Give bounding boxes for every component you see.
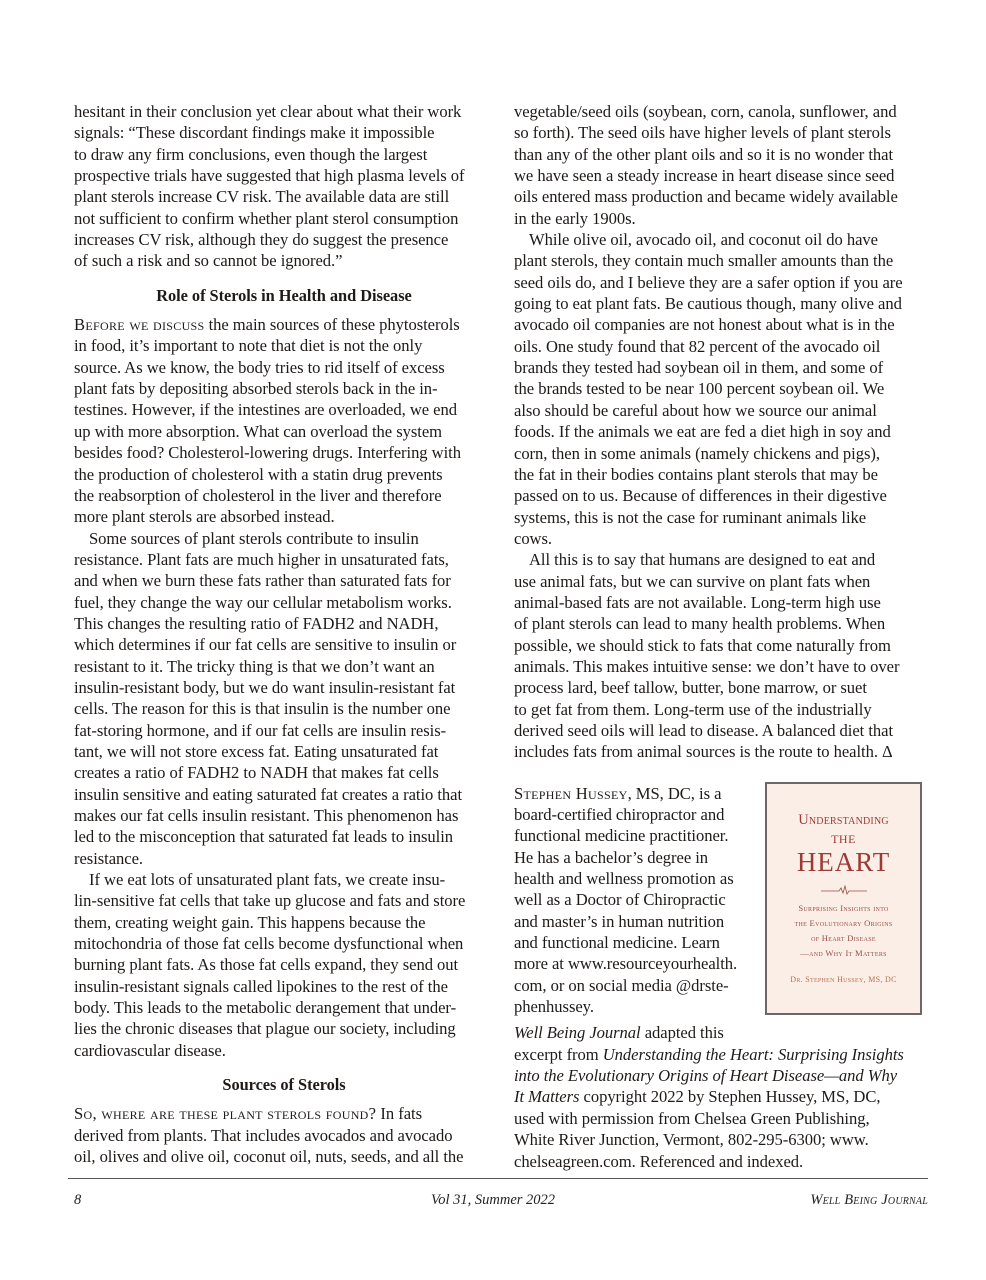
section-2-paragraph [74, 1103, 494, 1167]
text-line: board-certified chiropractor and [514, 805, 725, 824]
text-line [514, 1044, 934, 1065]
text-line: and master’s in human nutrition [514, 911, 725, 931]
text-line: insulin-resistant body, but we do want insulin-resistant fat [74, 677, 456, 697]
text-line: signals: “These discordant findings make it impossible [74, 123, 435, 143]
text-line: tant, we will not store excess fat. Eating unsaturated fat [74, 741, 439, 761]
text-line: and when we burn these fats rather than saturated fats for [74, 571, 451, 591]
text-line: White River Junction, Vermont, 802-295-6300; www. [514, 1130, 869, 1150]
text-line: of such a risk and so cannot be ignored.” [74, 251, 343, 271]
text-line: up with more absorption. What can overload the system [74, 421, 443, 441]
paragraph-insulin-resistance [74, 528, 494, 870]
text-fragment: adapted this [640, 1023, 724, 1043]
text-line: animals. This makes intuitive sense: we don’t have to over [514, 656, 900, 676]
text-line: derived seed oils will lead to disease. A balanced diet that [514, 720, 894, 740]
section-heading-role-of-sterols: Role of Sterols in Health and Disease [156, 285, 412, 305]
text-line: phenhussey. [514, 997, 594, 1017]
text-fragment: the main sources of these phytosterols [204, 315, 460, 335]
text-line: includes fats from animal sources is the route to health. Δ [514, 742, 893, 762]
text-line: cells. The reason for this is that insulin is the number one [74, 699, 451, 719]
subtitle-line: Surprising Insights into [798, 903, 889, 913]
text-fragment: In fats [376, 1104, 422, 1124]
text-line: used with permission from Chelsea Green Publishing, [514, 1108, 870, 1128]
text-line: com, or on social media @drste- [514, 975, 729, 995]
paragraph-olive-avocado [514, 229, 934, 549]
paragraph-conclusion [514, 549, 934, 762]
text-line: and functional medicine. Learn [514, 933, 720, 953]
text-line: passed on to us. Because of differences in their digestive [514, 486, 887, 506]
text-line [514, 1022, 934, 1043]
book-author: Dr. Stephen Hussey, MS, DC [790, 975, 897, 984]
text-line: resistance. [74, 848, 144, 868]
text-line: mitochondria of those fat cells become dysfunctional when [74, 934, 464, 954]
book-title-italic: It Matters [514, 1087, 580, 1107]
text-line: systems, this is not the case for ruminant animals like [514, 507, 867, 527]
text-line: All this is to say that humans are designed to eat and [529, 550, 876, 570]
text-line: lies the chronic diseases that plague our society, including [74, 1019, 456, 1039]
text-line: insulin-resistant signals called lipokines to the rest of the [74, 976, 448, 996]
text-line: process lard, beef tallow, butter, bone marrow, or suet [514, 678, 867, 698]
text-line: While olive oil, avocado oil, and coconut oil do have [529, 230, 878, 250]
book-cover-image [765, 782, 922, 1015]
page-number: 8 [74, 1192, 82, 1208]
text-line: creates a ratio of FADH2 to NADH that makes fat cells [74, 763, 439, 783]
text-line: in the early 1900s. [514, 208, 636, 228]
left-column [74, 101, 494, 1168]
text-line: corn, then in some animals (namely chickens and pigs), [514, 443, 880, 463]
reprint-credit [514, 1022, 934, 1171]
text-line: hesitant in their conclusion yet clear about what their work [74, 102, 462, 121]
lead-in-smallcaps: Before we discuss [74, 315, 205, 335]
text-line: health and wellness promotion as [514, 869, 734, 889]
text-line: led to the misconception that saturated fat leads to insulin [74, 827, 454, 847]
book-title-italic: Understanding the Heart: Surprising Insights [602, 1044, 904, 1064]
footer-divider [68, 1178, 928, 1179]
book-title-line-3: HEART [796, 847, 891, 877]
text-line: cows. [514, 528, 553, 548]
text-line: oils entered mass production and became widely available [514, 187, 898, 207]
text-line: seed oils do, and I believe they are a safer option if you are [514, 272, 903, 292]
subtitle-line: —and Why It Matters [800, 948, 887, 958]
text-line: oil, olives and olive oil, coconut oil, nuts, seeds, and all the [74, 1147, 464, 1167]
text-line: burning plant fats. As those fat cells expand, they send out [74, 955, 459, 975]
book-title-line-1: Understanding [798, 812, 889, 828]
paragraph-unsaturated-fats [74, 869, 494, 1061]
text-line: chelseagreen.com. Referenced and indexed. [514, 1151, 804, 1171]
text-line: insulin sensitive and eating saturated fat creates a ratio that [74, 784, 463, 804]
text-line: vegetable/seed oils (soybean, corn, canola, sunflower, and [514, 102, 897, 121]
text-line: them, creating weight gain. This happens because the [74, 912, 426, 932]
text-line: lin-sensitive fat cells that take up glucose and fats and store [74, 891, 466, 911]
subtitle-line: of Heart Disease [811, 933, 876, 943]
publication-name: Well Being Journal [810, 1192, 928, 1208]
text-line: not sufficient to confirm whether plant sterol consumption [74, 208, 459, 228]
intro-paragraph [74, 101, 494, 272]
paragraph-seed-oils [514, 101, 934, 229]
text-line: in food, it’s important to note that diet is not the only [74, 336, 423, 356]
text-line: the fat in their bodies contains plant sterols that may be [514, 464, 878, 484]
text-line: testines. However, if the intestines are overloaded, we end [74, 400, 457, 420]
text-line: body. This leads to the metabolic derangement that under- [74, 998, 457, 1018]
text-line: foods. If the animals we eat are fed a diet high in soy and [514, 422, 891, 442]
text-line: He has a bachelor’s degree in [514, 847, 709, 867]
text-line: into the Evolutionary Origins of Heart Disease—and Why [514, 1066, 898, 1086]
text-line: This changes the resulting ratio of FADH2 and NADH, [74, 613, 439, 633]
author-name-smallcaps: Stephen Hussey [514, 783, 628, 803]
journal-title-italic: Well Being Journal [514, 1023, 641, 1043]
text-line: derived from plants. That includes avocados and avocado [74, 1125, 453, 1145]
book-title-line-2: THE [831, 832, 856, 846]
text-line: possible, we should stick to fats that come naturally from [514, 635, 891, 655]
text-line: fat-storing hormone, and if our fat cells are insulin resis- [74, 720, 447, 740]
text-line: fuel, they change the way our cellular metabolism works. [74, 592, 452, 612]
text-fragment: copyright 2022 by Stephen Hussey, MS, DC, [579, 1087, 881, 1107]
text-line: plant sterols increase CV risk. The available data are still [74, 187, 450, 207]
text-line: which determines if our fat cells are sensitive to insulin or [74, 635, 457, 655]
text-line: source. As we know, the body tries to rid itself of excess [74, 357, 445, 377]
lead-in-smallcaps: So, where are these plant sterols found? [74, 1104, 377, 1124]
book-subtitle [767, 901, 920, 961]
text-line: makes our fat cells insulin resistant. This phenomenon has [74, 806, 459, 825]
text-line [74, 314, 494, 335]
text-line: the brands tested to be near 100 percent soybean oil. We [514, 379, 885, 399]
text-line: well as a Doctor of Chiropractic [514, 890, 726, 910]
text-line: to get fat from them. Long-term use of the industrially [514, 699, 872, 719]
issue-info: Vol 31, Summer 2022 [430, 1192, 556, 1208]
text-line: the reabsorption of cholesterol in the liver and therefore [74, 485, 442, 505]
heartbeat-line-icon [821, 885, 867, 895]
text-line: we have seen a steady increase in heart disease since seed [514, 166, 895, 186]
section-heading-sources-of-sterols: Sources of Sterols [222, 1075, 346, 1095]
text-line: increases CV risk, although they do suggest the presence [74, 230, 449, 250]
text-line: animal-based fats are not available. Long-term high use [514, 592, 881, 612]
text-line: resistant to it. The tricky thing is that we don’t want an [74, 656, 435, 676]
text-line: also should be careful about how we source our animal [514, 400, 877, 420]
text-line: cardiovascular disease. [74, 1040, 226, 1060]
text-line [74, 1103, 494, 1124]
text-line: prospective trials have suggested that high plasma levels of [74, 166, 465, 186]
text-fragment: , MS, DC, is a [627, 783, 722, 803]
text-line: oils. One study found that 82 percent of the avocado oil [514, 336, 881, 356]
text-line: resistance. Plant fats are much higher in unsaturated fats, [74, 549, 449, 569]
text-line: If we eat lots of unsaturated plant fats, we create insu- [89, 870, 446, 890]
text-line: brands they tested had soybean oil in them, and some of [514, 358, 884, 378]
text-line: avocado oil companies are not honest about what is in the [514, 315, 895, 335]
section-1-paragraph [74, 314, 494, 527]
text-line: more at www.resourceyourhealth. [514, 954, 738, 974]
text-line: functional medicine practitioner. [514, 826, 729, 846]
text-line: plant sterols, they contain much smaller amounts than the [514, 251, 894, 271]
text-line [514, 1086, 934, 1107]
text-fragment: excerpt from [514, 1044, 603, 1064]
text-line: than any of the other plant oils and so it is no wonder that [514, 144, 894, 164]
subtitle-line: the Evolutionary Origins [794, 918, 893, 928]
text-line: so forth). The seed oils have higher levels of plant sterols [514, 123, 891, 143]
text-line: plant fats by depositing absorbed sterols back in the in- [74, 379, 438, 399]
text-line: more plant sterols are absorbed instead. [74, 507, 335, 527]
text-line: use animal fats, but we can survive on plant fats when [514, 571, 871, 591]
text-line: besides food? Cholesterol-lowering drugs. Interfering with [74, 443, 461, 463]
text-line: the production of cholesterol with a statin drug prevents [74, 464, 443, 484]
text-line: Some sources of plant sterols contribute to insulin [89, 528, 419, 548]
text-line: of plant sterols can lead to many health problems. When [514, 614, 886, 634]
text-line: going to eat plant fats. Be cautious though, many olive and [514, 294, 902, 314]
text-line: to draw any firm conclusions, even though the largest [74, 144, 428, 164]
